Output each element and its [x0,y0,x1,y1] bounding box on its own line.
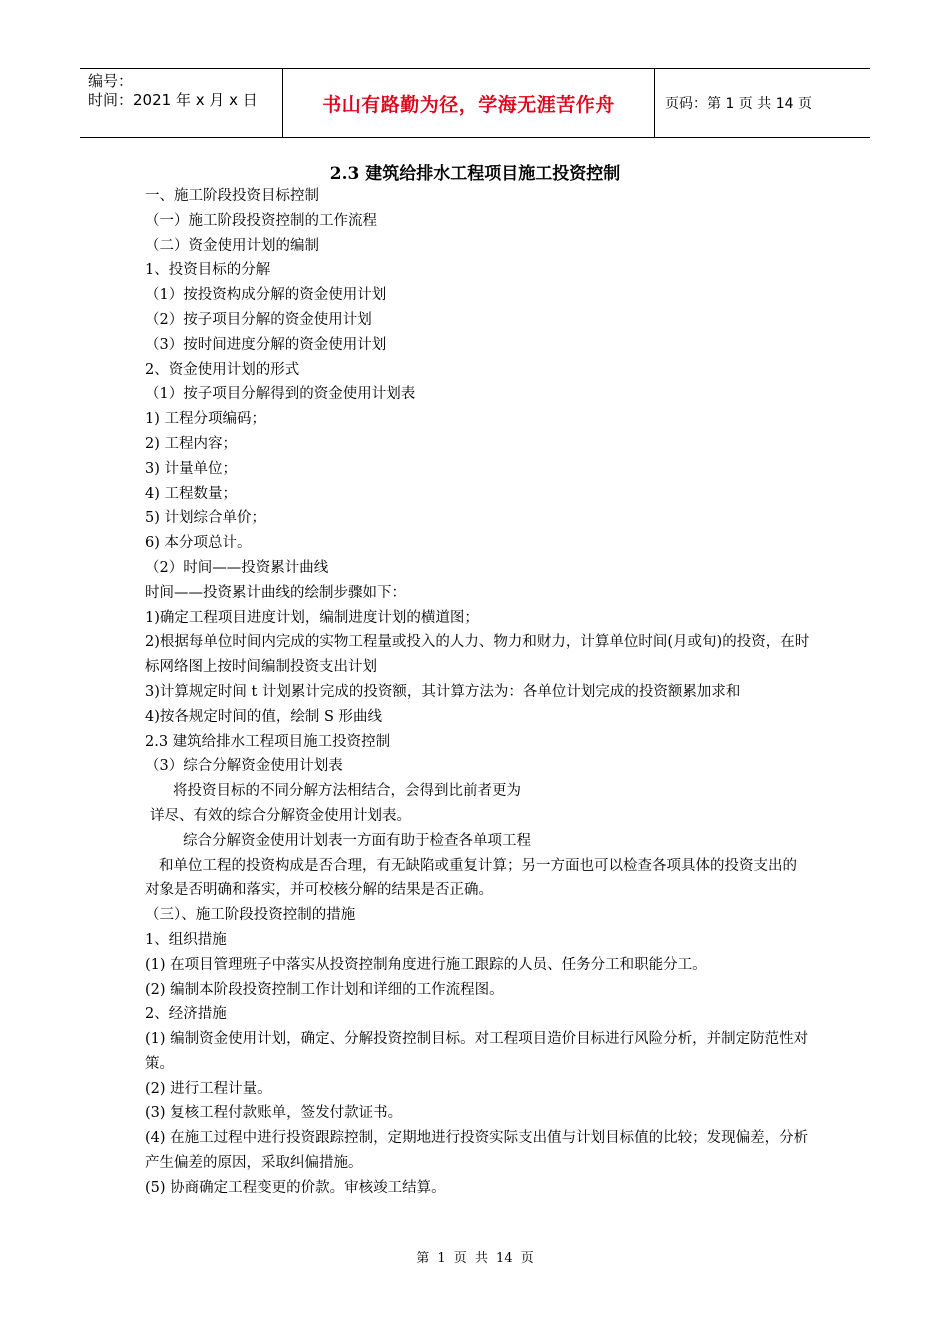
header-meta-cell [80,69,283,137]
paragraph: 4)按各规定时间的值，绘制 S 形曲线 [145,708,383,725]
paragraph: 2.3 建筑给排水工程项目施工投资控制 [145,733,391,750]
document-title: 2.3 建筑给排水工程项目施工投资控制 [329,164,621,184]
paragraph: 将投资目标的不同分解方法相结合，会得到比前者更为 [173,783,521,800]
header-page-info: 页码：第 1 页 共 14 页 [665,96,812,112]
paragraph: 1、组织措施 [145,931,227,948]
paragraph: 5) 计划综合单价； [145,510,266,527]
paragraph: (2) 编制本阶段投资控制工作计划和详细的工作流程图。 [145,981,504,998]
paragraph: (4) 在施工过程中进行投资跟踪控制，定期地进行投资实际支出值与计划目标值的比较；发现偏差，分析产生偏差的原因，采取纠偏措施。 [145,1130,809,1172]
paragraph: 3)计算规定时间 t 计划累计完成的投资额，其计算方法为：各单位计划完成的投资额累加求和 [145,683,741,700]
paragraph: （2）按子项目分解的资金使用计划 [145,311,372,328]
paragraph: 2) 工程内容； [145,435,237,452]
paragraph: 时间——投资累计曲线的绘制步骤如下： [145,584,406,601]
paragraph: (5) 协商确定工程变更的价款。审核竣工结算。 [145,1179,446,1196]
paragraph: （1）按子项目分解得到的资金使用计划表 [145,386,416,403]
paragraph: （2）时间——投资累计曲线 [145,559,329,576]
paragraph: 2、经济措施 [145,1006,227,1023]
paragraph: 1) 工程分项编码； [145,411,266,428]
paragraph: (2) 进行工程计量。 [145,1080,272,1097]
paragraph: （3）综合分解资金使用计划表 [145,758,343,775]
paragraph: 4) 工程数量； [145,485,237,502]
paragraph: 2)根据每单位时间内完成的实物工程量或投入的人力、物力和财力，计算单位时间(月或旬)的投资，在时标网络图上按时间编制投资支出计划 [145,634,810,676]
paragraph: （一）施工阶段投资控制的工作流程 [145,212,377,229]
paragraph: （二）资金使用计划的编制 [145,237,319,254]
page-footer: 第 1 页 共 14 页 [416,1251,534,1266]
paragraph: 和单位工程的投资构成是否合理，有无缺陷或重复计算；另一方面也可以检查各项具体的投资支出的对象是否明确和落实，并可校核分解的结果是否正确。 [145,857,797,899]
document-body [145,184,810,1201]
paragraph: 一、施工阶段投资目标控制 [145,188,319,204]
paragraph: （3）按时间进度分解的资金使用计划 [145,336,387,353]
document-number-label: 编号： [88,72,134,90]
paragraph: 1)确定工程项目进度计划，编制进度计划的横道图； [145,609,479,626]
paragraph: 6) 本分项总计。 [145,535,252,552]
paragraph: (1) 编制资金使用计划，确定、分解投资控制目标。对工程项目造价目标进行风险分析，并制定防范性对策。 [145,1031,809,1072]
header-motto: 书山有路勤为径，学海无涯苦作舟 [283,69,655,137]
paragraph: 详尽、有效的综合分解资金使用计划表。 [150,807,411,824]
header-table [80,68,870,138]
paragraph: （三）、施工阶段投资控制的措施 [145,907,356,924]
paragraph: (3) 复核工程付款账单，签发付款证书。 [145,1105,403,1122]
paragraph: 1、投资目标的分解 [145,262,271,279]
paragraph: (1) 在项目管理班子中落实从投资控制角度进行施工跟踪的人员、任务分工和职能分工。 [145,956,707,973]
paragraph: （1）按投资构成分解的资金使用计划 [145,287,387,304]
document-time-label: 时间：2021 年 x 月 x 日 [88,91,258,109]
paragraph: 2、资金使用计划的形式 [145,361,300,378]
paragraph: 3) 计量单位； [145,460,237,477]
paragraph: 综合分解资金使用计划表一方面有助于检查各单项工程 [183,832,531,849]
